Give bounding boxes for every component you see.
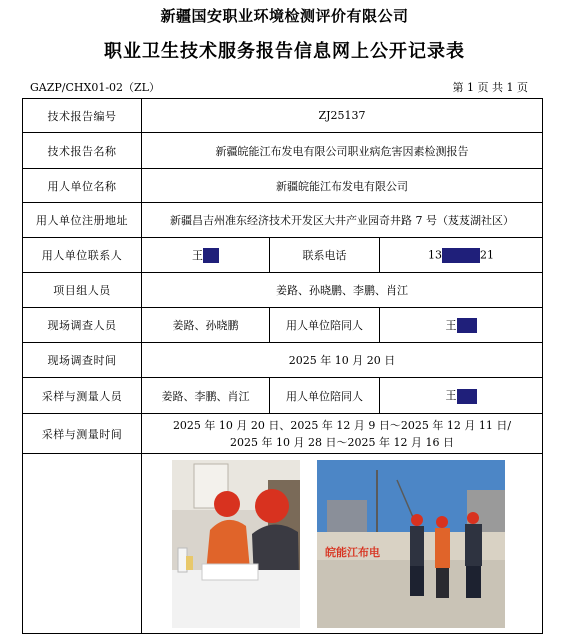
contact-label: 用人单位联系人 bbox=[23, 238, 142, 273]
sampling-accompany-label: 用人单位陪同人 bbox=[270, 378, 380, 414]
employer-address-label: 用人单位注册地址 bbox=[23, 203, 142, 238]
phone-prefix: 13 bbox=[428, 248, 442, 261]
report-name-value: 新疆皖能江布发电有限公司职业病危害因素检测报告 bbox=[142, 133, 543, 169]
report-no-value: ZJ25137 bbox=[142, 99, 543, 133]
sampling-time-label: 采样与测量时间 bbox=[23, 414, 142, 454]
redaction-block bbox=[457, 318, 477, 333]
photo-outdoor-site bbox=[317, 460, 505, 628]
contact-value bbox=[142, 238, 270, 273]
photo-label-cell bbox=[23, 454, 142, 634]
redaction-block bbox=[457, 389, 477, 404]
phone-value bbox=[380, 238, 543, 273]
document-title: 职业卫生技术服务报告信息网上公开记录表 bbox=[104, 41, 465, 62]
photo-indoor-image bbox=[172, 460, 300, 628]
table-row bbox=[23, 308, 543, 343]
contact-name: 王 bbox=[192, 248, 203, 262]
survey-staff-label: 现场调查人员 bbox=[23, 308, 142, 343]
sampling-time-value bbox=[142, 414, 543, 454]
survey-accompany-label: 用人单位陪同人 bbox=[270, 308, 380, 343]
survey-accompany-value bbox=[380, 308, 543, 343]
sampling-accompany-value bbox=[380, 378, 543, 414]
page-info: 第 1 页 共 1 页 bbox=[452, 81, 528, 94]
report-no-label: 技术报告编号 bbox=[23, 99, 142, 133]
sampling-staff-value: 姜路、李鹏、肖江 bbox=[142, 378, 270, 414]
redaction-block bbox=[203, 248, 219, 263]
table-row bbox=[23, 414, 543, 454]
table-row bbox=[23, 238, 543, 273]
photo-sign-text: 皖能江布电 bbox=[325, 546, 380, 559]
table-row bbox=[23, 378, 543, 414]
photo-indoor-survey bbox=[172, 460, 300, 628]
sampling-time-line-2: 2025 年 10 月 28 日～2025 年 12 月 16 日 bbox=[230, 435, 454, 449]
team-label: 项目组人员 bbox=[23, 273, 142, 308]
report-name-label: 技术报告名称 bbox=[23, 133, 142, 169]
employer-name-value: 新疆皖能江布发电有限公司 bbox=[142, 169, 543, 203]
table-row bbox=[23, 273, 543, 308]
redaction-block bbox=[442, 248, 480, 263]
survey-time-label: 现场调查时间 bbox=[23, 343, 142, 378]
phone-label: 联系电话 bbox=[270, 238, 380, 273]
table-row bbox=[23, 133, 543, 169]
employer-address-value: 新疆昌吉州准东经济技术开发区大井产业园奇井路 7 号（芨芨湖社区） bbox=[142, 203, 543, 238]
employer-name-label: 用人单位名称 bbox=[23, 169, 142, 203]
survey-time-value: 2025 年 10 月 20 日 bbox=[142, 343, 543, 378]
table-row bbox=[23, 343, 543, 378]
photo-outdoor-image bbox=[317, 460, 505, 628]
table-row bbox=[23, 454, 543, 634]
sampling-accompany-name: 王 bbox=[445, 389, 457, 403]
table-row bbox=[23, 203, 543, 238]
record-table bbox=[22, 98, 543, 634]
sampling-staff-label: 采样与测量人员 bbox=[23, 378, 142, 414]
team-value: 姜路、孙晓鹏、李鹏、肖江 bbox=[142, 273, 543, 308]
photo-cell bbox=[142, 454, 543, 634]
form-code: GAZP/CHX01-02（ZL） bbox=[30, 81, 160, 94]
sampling-time-line-1: 2025 年 10 月 20 日、2025 年 12 月 9 日～2025 年 12 月 11 日/ bbox=[172, 418, 512, 432]
survey-accompany-name: 王 bbox=[445, 318, 457, 332]
company-name: 新疆国安职业环境检测评价有限公司 bbox=[160, 7, 409, 25]
phone-suffix: 21 bbox=[480, 248, 494, 261]
survey-staff-value: 姜路、孙晓鹏 bbox=[142, 308, 270, 343]
table-row bbox=[23, 99, 543, 133]
table-row bbox=[23, 169, 543, 203]
